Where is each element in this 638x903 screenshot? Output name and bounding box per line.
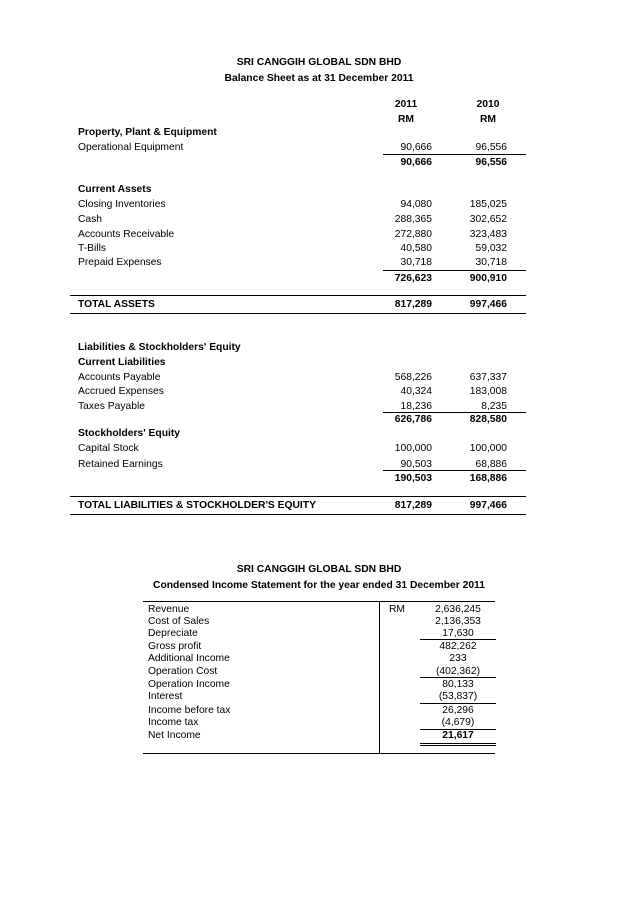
- income-row-value: 80,133: [442, 679, 474, 690]
- current-assets-total-2011: 726,623: [394, 273, 432, 284]
- income-row-label: Additional Income: [148, 653, 230, 664]
- subtotal-rule: [383, 154, 526, 155]
- row-value-2011: 272,880: [394, 229, 432, 240]
- total-rule-top: [70, 496, 526, 497]
- row-value-2010: 100,000: [469, 443, 507, 454]
- total-liabilities-equity-2011: 817,289: [394, 500, 432, 511]
- total-liabilities-equity-2010: 997,466: [469, 500, 507, 511]
- row-value-2010: 8,235: [481, 401, 507, 412]
- equity-total-2010: 168,886: [469, 473, 507, 484]
- row-value-2010: 302,652: [469, 214, 507, 225]
- row-label: Taxes Payable: [78, 401, 145, 412]
- income-row-label: Net Income: [148, 730, 201, 741]
- row-value-2011: 40,324: [400, 386, 432, 397]
- income-row-label: Cost of Sales: [148, 616, 210, 627]
- column-header-2010-year: 2010: [476, 99, 500, 110]
- row-label: Retained Earnings: [78, 459, 163, 470]
- row-value-2010: 185,025: [469, 199, 507, 210]
- current-assets-total-2010: 900,910: [469, 273, 507, 284]
- income-row-label: Income before tax: [148, 705, 231, 716]
- total-liabilities-equity-label: TOTAL LIABILITIES & STOCKHOLDER'S EQUITY: [78, 500, 316, 511]
- row-label: Accounts Payable: [78, 372, 161, 383]
- income-row-value: (53,837): [438, 691, 478, 702]
- income-row-label: Revenue: [148, 604, 190, 615]
- income-row-value: 482,262: [439, 641, 477, 652]
- net-income-double-rule-1: [420, 743, 496, 744]
- subtotal-rule: [383, 270, 526, 271]
- section-heading-current-liabilities: Current Liabilities: [78, 357, 166, 368]
- total-assets-2010: 997,466: [469, 299, 507, 310]
- current-liabilities-total-2011: 626,786: [394, 414, 432, 425]
- row-value-2011: 100,000: [394, 443, 432, 454]
- row-value-2010: 68,886: [475, 459, 507, 470]
- row-value-2010: 59,032: [475, 243, 507, 254]
- total-rule-top: [70, 295, 526, 296]
- row-label: T-Bills: [78, 243, 107, 254]
- income-currency-label: RM: [389, 604, 406, 615]
- row-label: Cash: [78, 214, 103, 225]
- income-statement-title: Condensed Income Statement for the year ended 31 December 2011: [153, 580, 485, 591]
- row-label: Capital Stock: [78, 443, 139, 454]
- row-label: Prepaid Expenses: [78, 257, 162, 268]
- income-row-value: 26,296: [442, 705, 474, 716]
- income-rule-top: [143, 601, 495, 602]
- section-heading-ppe: Property, Plant & Equipment: [78, 127, 217, 138]
- income-rule-bottom: [143, 753, 495, 754]
- income-row-value: 2,136,353: [435, 616, 481, 627]
- income-row-value: 233: [449, 653, 467, 664]
- row-label: Accrued Expenses: [78, 386, 164, 397]
- net-income-double-rule-2: [420, 745, 496, 746]
- row-label: Accounts Receivable: [78, 229, 175, 240]
- total-rule-bottom: [70, 313, 526, 314]
- current-liabilities-total-2010: 828,580: [469, 414, 507, 425]
- balance-sheet-title: Balance Sheet as at 31 December 2011: [224, 73, 414, 84]
- equity-total-2011: 190,503: [394, 473, 432, 484]
- section-heading-current-assets: Current Assets: [78, 184, 152, 195]
- income-row-value: 17,630: [442, 628, 474, 639]
- ppe-total-2010: 96,556: [475, 157, 507, 168]
- company-name: SRI CANGGIH GLOBAL SDN BHD: [236, 57, 402, 68]
- row-value-2011: 90,666: [400, 142, 432, 153]
- row-value-2011: 40,580: [400, 243, 432, 254]
- row-value-2011: 30,718: [400, 257, 432, 268]
- row-value-2010: 323,483: [469, 229, 507, 240]
- ppe-total-2011: 90,666: [400, 157, 432, 168]
- row-value-2010: 183,008: [469, 386, 507, 397]
- section-heading-liabilities-equity: Liabilities & Stockholders' Equity: [78, 342, 241, 353]
- income-row-label: Operation Income: [148, 679, 230, 690]
- total-assets-label: TOTAL ASSETS: [78, 299, 155, 310]
- column-header-2011-unit: RM: [397, 114, 414, 125]
- column-header-2011-year: 2011: [394, 99, 418, 110]
- row-label: Closing Inventories: [78, 199, 166, 210]
- income-row-label: Interest: [148, 691, 183, 702]
- row-value-2010: 30,718: [475, 257, 507, 268]
- row-value-2010: 96,556: [475, 142, 507, 153]
- subtotal-rule: [383, 470, 526, 471]
- income-row-label: Operation Cost: [148, 666, 218, 677]
- income-company-name: SRI CANGGIH GLOBAL SDN BHD: [236, 564, 402, 575]
- row-value-2010: 637,337: [469, 372, 507, 383]
- row-value-2011: 90,503: [400, 459, 432, 470]
- section-heading-stockholders-equity: Stockholders' Equity: [78, 428, 181, 439]
- column-header-2010-unit: RM: [479, 114, 496, 125]
- income-row-label: Income tax: [148, 717, 199, 728]
- row-label: Operational Equipment: [78, 142, 184, 153]
- income-row-label: Gross profit: [148, 641, 202, 652]
- net-income-value: 21,617: [442, 730, 474, 741]
- income-column-divider: [379, 601, 380, 753]
- total-rule-bottom: [70, 514, 526, 515]
- income-row-value: 2,636,245: [435, 604, 481, 615]
- total-assets-2011: 817,289: [394, 299, 432, 310]
- income-row-value: (4,679): [441, 717, 475, 728]
- income-row-value: (402,362): [435, 666, 481, 677]
- income-row-label: Depreciate: [148, 628, 198, 639]
- row-value-2011: 288,365: [394, 214, 432, 225]
- row-value-2011: 18,236: [400, 401, 432, 412]
- row-value-2011: 94,080: [400, 199, 432, 210]
- row-value-2011: 568,226: [394, 372, 432, 383]
